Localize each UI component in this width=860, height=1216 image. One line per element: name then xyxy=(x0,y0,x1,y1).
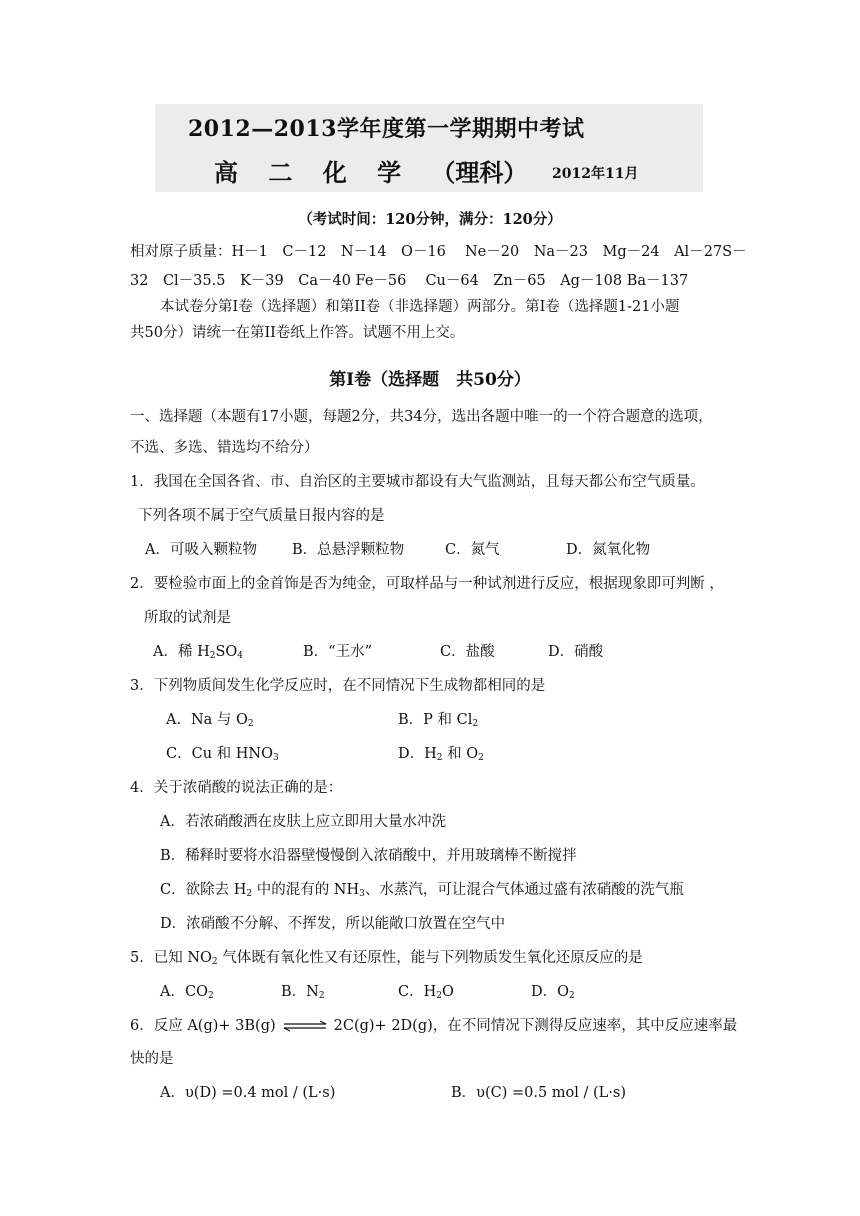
question-6-option-a: A．υ(D) =0.4 mol / (L·s) xyxy=(160,1085,336,1101)
question-5-option-d: D．$O_2$ xyxy=(531,984,575,1001)
exam-title: 2012—2013学年度第一学期期中考试 xyxy=(188,116,585,142)
intro-line-2: 共50分）请统一在第II卷纸上作答。试题不用上交。 xyxy=(130,325,465,341)
question-2-option-d: D．硝酸 xyxy=(548,644,604,660)
question-4-option-d: D．浓硝酸不分解、不挥发，所以能敞口放置在空气中 xyxy=(160,916,506,932)
exam-date: 2012年11月 xyxy=(552,166,639,182)
question-4-option-c: C．欲除去 $H_2$ 中的混有的 $NH_3$、水蒸汽，可让混合气体通过盛有浓硝酸的洗气瓶 xyxy=(160,882,684,899)
question-1-stem: 1．我国在全国各省、市、自治区的主要城市都设有大气监测站，且每天都公布空气质量。 xyxy=(130,474,705,490)
section-1-title: 第Ⅰ卷（选择题 共50分） xyxy=(329,370,531,390)
question-6-stem-cont: 快的是 xyxy=(130,1051,174,1067)
question-6-option-b: B．υ(C) =0.5 mol / (L·s) xyxy=(451,1085,627,1101)
exam-info: （考试时间：120分钟，满分：120分） xyxy=(298,211,562,228)
question-3-option-b: B．P 和 $Cl_2$ xyxy=(398,712,479,729)
question-4-stem: 4．关于浓硝酸的说法正确的是： xyxy=(130,780,343,796)
question-2-stem-cont: 所取的试剂是 xyxy=(144,610,231,626)
question-2-option-c: C．盐酸 xyxy=(440,644,495,660)
atomic-masses-line-1: 相对原子质量：H－1 C－12 N－14 O－16 Ne－20 Na－23 Mg－24 Al－27S－ xyxy=(130,244,747,260)
question-6-stem: 6．反应 A(g)+ 3B(g) 2C(g)+ 2D(g)，在不同情况下测得反应速率，其中反应速率最 xyxy=(130,1018,738,1034)
question-1-option-a: A．可吸入颗粒物 xyxy=(145,542,257,558)
question-1-stem-cont: 下列各项不属于空气质量日报内容的是 xyxy=(138,508,385,524)
question-5-option-a: A．$CO_2$ xyxy=(160,984,214,1001)
atomic-masses-line-2: 32 Cl－35.5 K－39 Ca－40 Fe－56 Cu－64 Zn－65 Ag－108 Ba－137 xyxy=(130,273,689,289)
question-1-option-d: D．氮氧化物 xyxy=(566,542,651,558)
instructions-line-1: 一、选择题（本题有17小题，每题2分，共34分，选出各题中唯一的一个符合题意的选项， xyxy=(130,409,713,425)
intro-line-1: 本试卷分第I卷（选择题）和第II卷（非选择题）两部分。第I卷（选择题1-21小题 xyxy=(160,299,680,315)
equilibrium-arrow-icon xyxy=(282,1020,328,1032)
question-5-option-c: C．$H_2O$ xyxy=(398,984,454,1001)
question-5-stem: 5．已知 $NO_2$ 气体既有氧化性又有还原性，能与下列物质发生氧化还原反应的是 xyxy=(130,950,643,967)
question-3-option-d: D．$H_2$ 和 $O_2$ xyxy=(398,746,484,763)
question-1-option-b: B．总悬浮颗粒物 xyxy=(292,542,405,558)
question-3-stem: 3．下列物质间发生化学反应时，在不同情况下生成物都相同的是 xyxy=(130,678,546,694)
question-4-option-a: A．若浓硝酸洒在皮肤上应立即用大量水冲洗 xyxy=(160,814,446,830)
instructions-line-2: 不选、多选、错选均不给分） xyxy=(130,440,319,456)
question-2-stem: 2．要检验市面上的金首饰是否为纯金，可取样品与一种试剂进行反应，根据现象即可判断 ， xyxy=(130,576,724,592)
question-2-option-b: B．“王水” xyxy=(303,644,372,660)
question-2-option-a: A．稀 $H_2SO_4$ xyxy=(153,644,244,661)
question-5-option-b: B．$N_2$ xyxy=(281,984,325,1001)
question-1-option-c: C．氮气 xyxy=(445,542,500,558)
subject-title: 高 二 化 学 （理科） xyxy=(214,158,528,187)
question-3-option-c: C．Cu 和 $HNO_3$ xyxy=(166,746,279,763)
question-3-option-a: A．Na 与 $O_2$ xyxy=(166,712,254,729)
question-4-option-b: B．稀释时要将水沿器壁慢慢倒入浓硝酸中，并用玻璃棒不断搅拌 xyxy=(160,848,577,864)
